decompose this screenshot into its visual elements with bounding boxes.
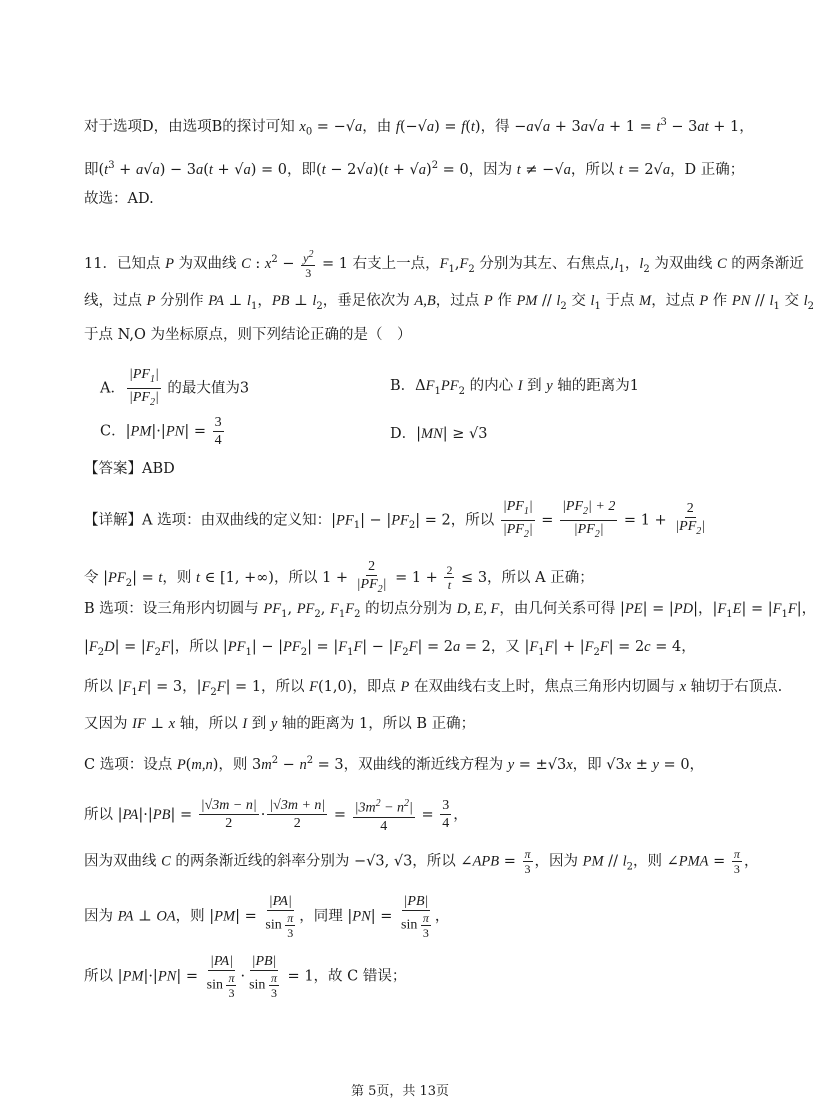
option-d: D．|MN| ≥ √3: [390, 426, 488, 442]
text-line-option-d-2: 即$(t^3 + a√a) - 3a(t + √a) = 0$，即$(t - 2√a)(t + √a)^2 = 0$，因为 t ≠ −√a，所以 t = 2√a，D 正确；: [84, 160, 745, 178]
question-11-line-1: 11．已知点 P 为双曲线 C : $x^2$ − $\frac{y^2}{3}$ = 1 右支上一点，$F_1,F_2$ 分别为其左、右焦点$,l_1$，$l_2$ 为双曲线 C 的两条渐近: [84, 249, 804, 280]
option-c: C．|PM|·|PN| = $\frac{3}{4}$: [100, 415, 222, 448]
detail-line-6: 又因为 IF ⊥ x 轴，所以 I 到 y 轴的距离为 1，所以 B 正确；: [84, 716, 476, 732]
detail-line-4: $|F_2D| = |F_2F|$，所以 $|PF_1| - |PF_2| = |F_1F| - |F_2F| = 2a = 2$，又 $|F_1F| + |F_2F| = 2c = 4$，: [84, 639, 696, 658]
question-11-line-3: 于点 N,O 为坐标原点，则下列结论正确的是（ ）: [84, 327, 412, 343]
detail-line-11: 所以 |PM|·|PN| = |PA| sin $\frac{\pi}{3}$ · |PB| sin $\frac{\pi}{3}$ = 1，故 C 错误；: [84, 954, 407, 1000]
text-line-option-d-1: 对于选项D，由选项B的探讨可知 $x_0 = -√a$，由 f(−√a) = f(t)，得 $-a√a + 3a√a + 1 = t^3 - 3at + 1$，: [84, 117, 754, 138]
detail-line-10: 因为 PA ⊥ OA，则 |PM| = |PA| sin $\frac{\pi}{3}$ ，同理 |PN| = |PB| sin $\frac{\pi}{3}$ ，: [84, 894, 450, 940]
page-footer: 第 5页，共 13页: [350, 1084, 450, 1099]
answer-label: 【答案】ABD: [84, 461, 175, 477]
detail-line-5: 所以 $|F_1F| = 3$，$|F_2F| = 1$，所以 F(1,0)，即点 P 在双曲线右支上时，焦点三角形内切圆与 x 轴切于右顶点.: [84, 679, 783, 698]
question-11-line-2: 线，过点 P 分别作 PA ⊥ $l_1$，PB ⊥ $l_2$，垂足依次为 A,B，过点 P 作 PM // $l_2$ 交 $l_1$ 于点 M，过点 P 作 PN // $l_1$ 交 $l_2$: [84, 293, 814, 312]
detail-line-1: 【详解】A 选项：由双曲线的定义知：$|PF_1| - |PF_2| = 2$，所以 $\frac{|PF_1|}{|PF_2|}$ = $\frac{|PF_2| + 2}{|PF_2|}$ = 1 + $\frac{2}{|PF_2|}$: [84, 499, 706, 540]
detail-line-9: 因为双曲线 C 的两条渐近线的斜率分别为 −√3, √3，所以 ∠APB = $\frac{\pi}{3}$ ，因为 PM // $l_2$，则 ∠PMA = $\frac{\pi}{3}$ ，: [84, 847, 759, 876]
text-line-conclusion: 故选：AD.: [84, 191, 154, 207]
detail-line-7: C 选项：设点 P(m,n)，则 $3m^2 - n^2 = 3$，双曲线的渐近线方程为 y = ±√3x，即 √3x ± y = 0，: [84, 755, 705, 773]
option-b: B．$\Delta F_1PF_2$ 的内心 I 到 y 轴的距离为1: [390, 378, 640, 397]
detail-line-8: 所以 |PA|·|PB| = $\frac{|√3m - n|}{2}$ · $\frac{|√3m + n|}{2}$ = $\frac{|3m^2 - n^2|}{4}$ = $\frac{3}{4}$ ，: [84, 795, 740, 835]
detail-line-2: 令 $|PF_2| = t$，则 t ∈ [1, +∞)，所以 1 + $\frac{2}{|PF_2|}$ = 1 + $\frac{2}{t}$ ≤ 3，所以 A 正确；: [84, 559, 594, 595]
option-a: A． $\frac{|PF_1|}{|PF_2|}$ 的最大值为3: [100, 367, 250, 408]
detail-line-3: B 选项：设三角形内切圆与 $PF_1$, $PF_2$, $F_1F_2$ 的切点分别为 D, E, F，由几何关系可得 |PE| = |PD|，$|F_1E| = |F_1F|$，: [84, 601, 816, 620]
